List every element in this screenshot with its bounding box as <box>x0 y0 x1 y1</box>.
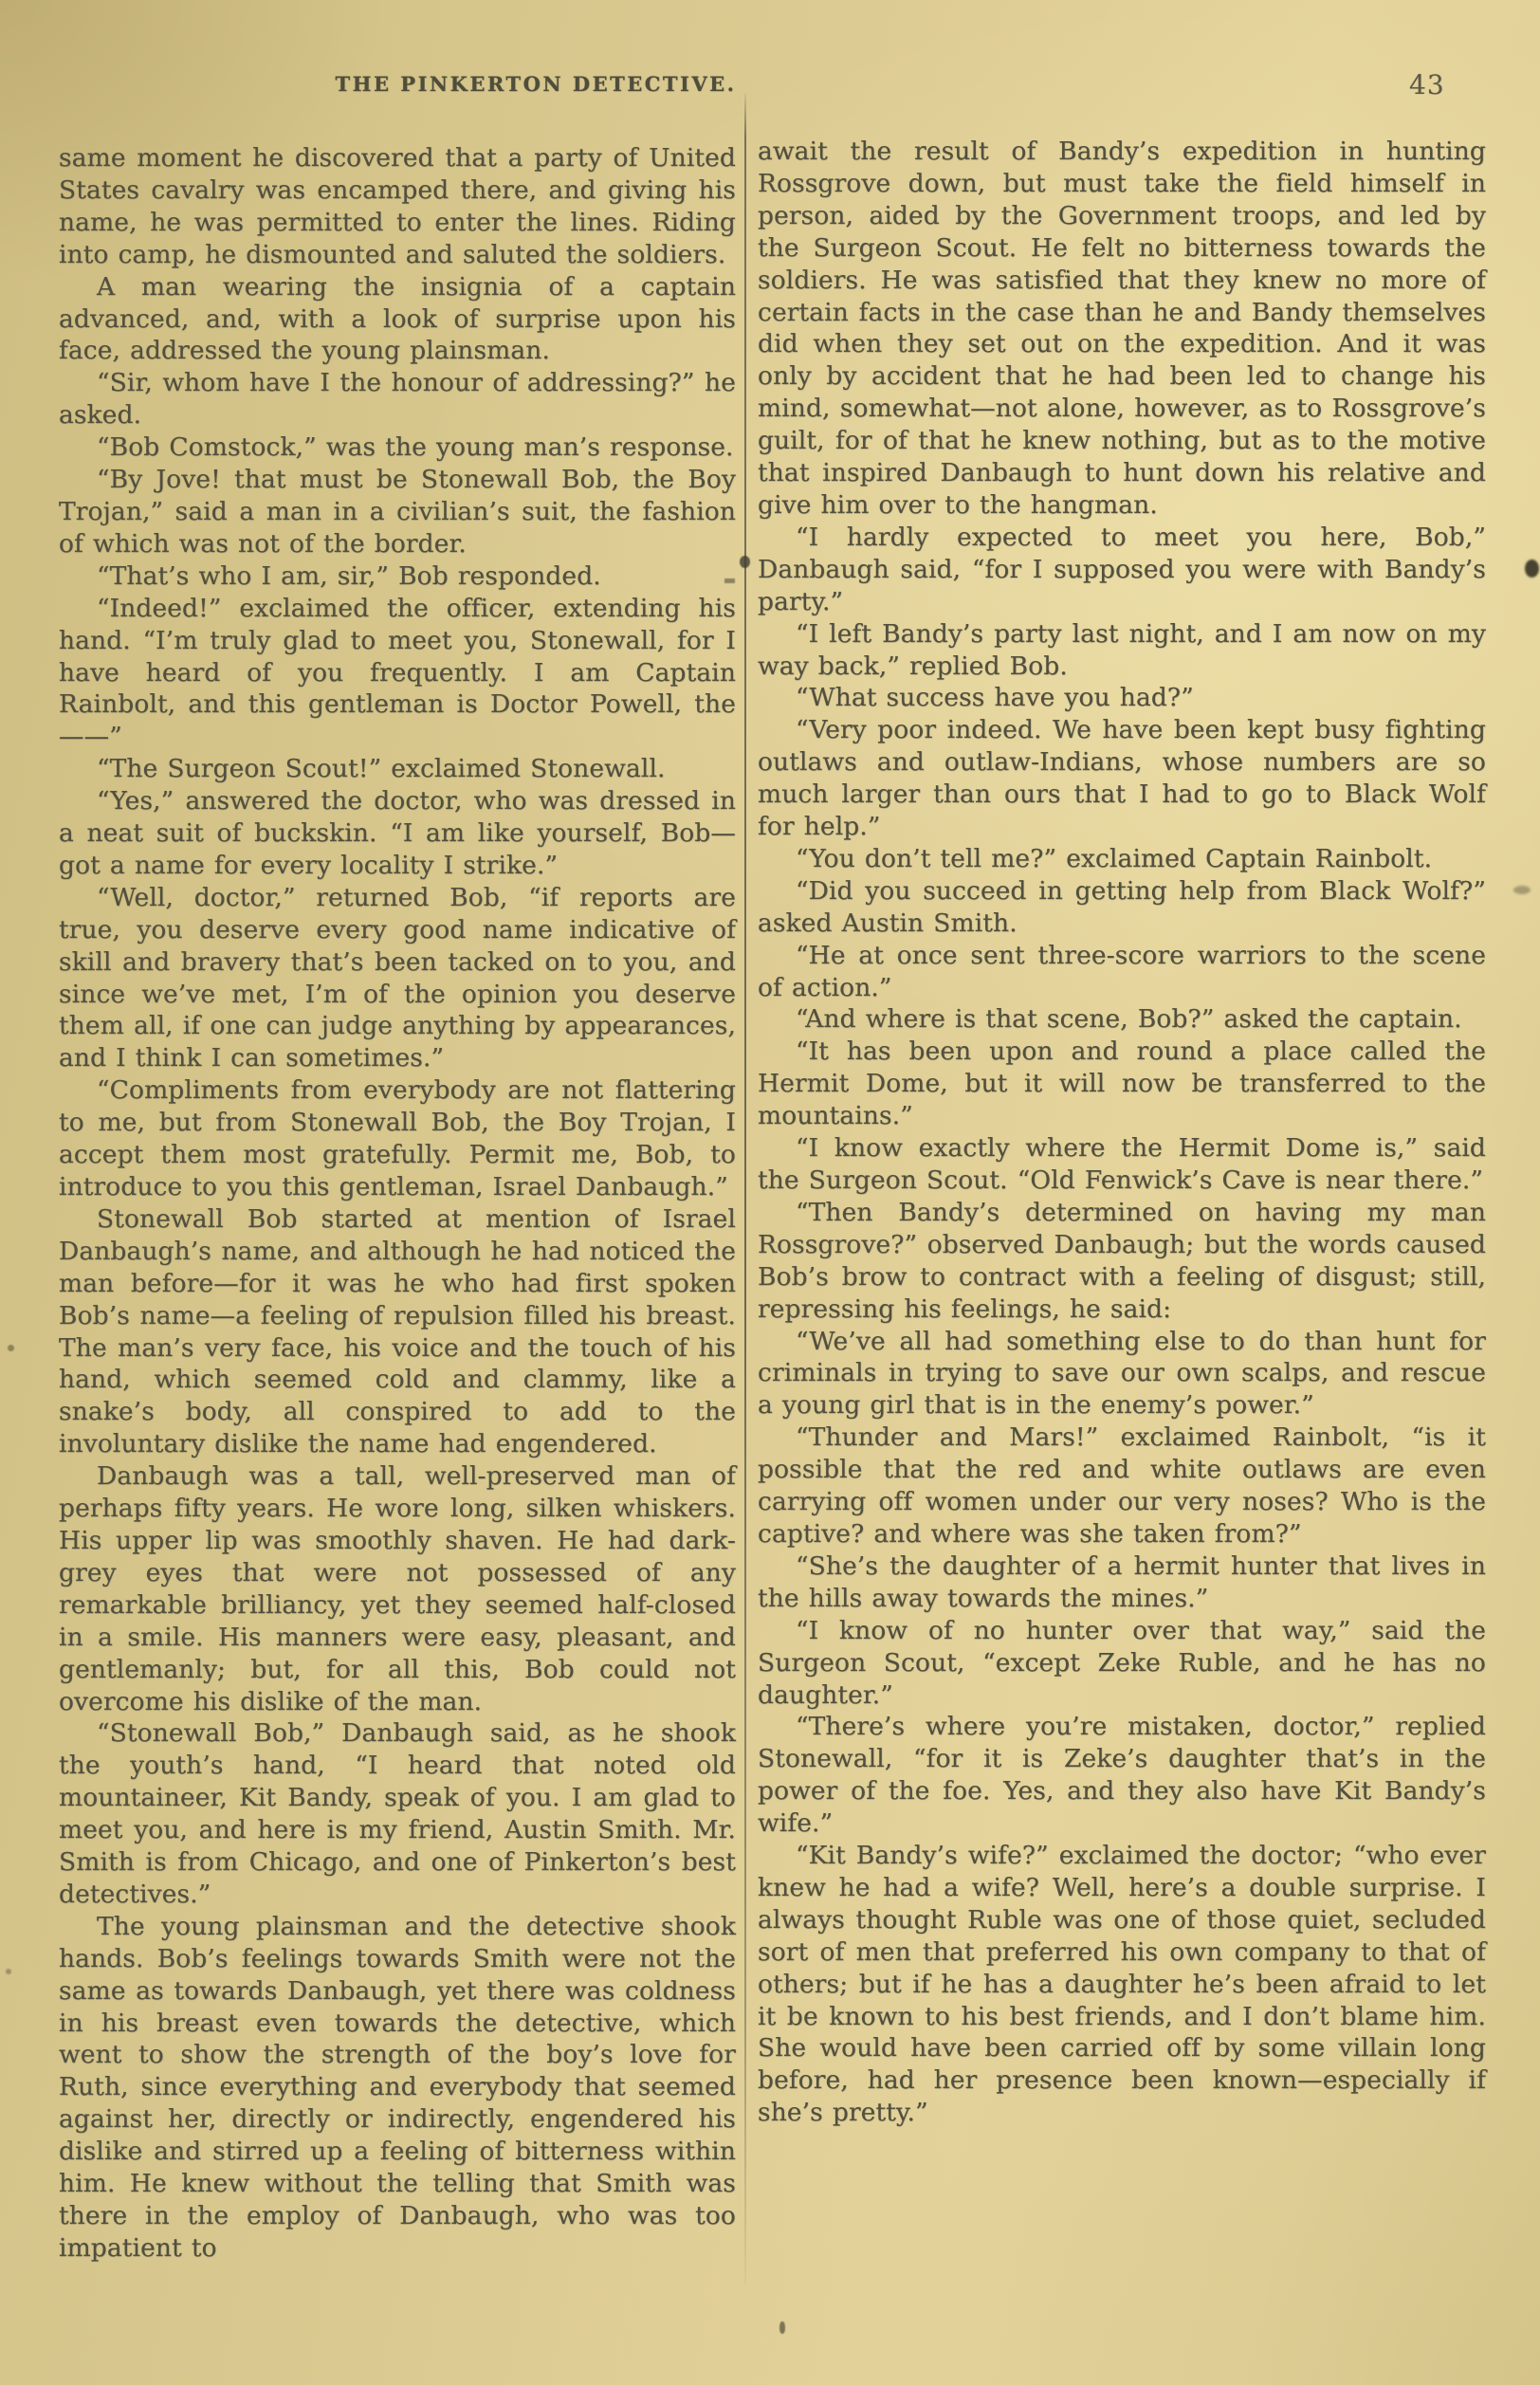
paragraph: “There’s where you’re mistaken, doctor,” replied Stonewall, “for it is Zeke’s daughter that’s in the power of the foe. Yes, and they also have Kit Bandy’s wife.” <box>758 1712 1486 1839</box>
paragraph: “What success have you had?” <box>796 683 1194 713</box>
page-number: 43 <box>1409 69 1445 101</box>
paragraph: “I know of no hunter over that way,” said the Surgeon Scout, “except Zeke Ruble, and he has no daughter.” <box>758 1615 1486 1710</box>
column-divider-rule <box>744 93 746 2284</box>
paragraph: “I hardly expected to meet you here, Bob,” Danbaugh said, “for I supposed you were with Bandy’s party.” <box>758 522 1486 616</box>
paragraph: same moment he discovered that a party of United States cavalry was encamped there, and giving his name, he was permitted to enter the lines. Riding into camp, he dismounted and saluted the soldiers. <box>59 143 736 269</box>
ink-speck <box>779 2321 785 2334</box>
paragraph: “She’s the daughter of a hermit hunter that lives in the hills away towards the mines.” <box>758 1550 1486 1613</box>
paragraph: Stonewall Bob started at mention of Israel Danbaugh’s name, and although he had noticed the man before—for it was he who had first spoken Bob’s name—a feeling of repulsion filled his breast. The man’s very face, his voice and the touch of his hand, which seemed cold and clammy, like a snake’s body, all conspired to add to the involuntary dislike the name had engendered. <box>59 1203 736 1459</box>
paragraph: Danbaugh was a tall, well-preserved man of perhaps fifty years. He wore long, silken whiskers. His upper lip was smoothly shaven. He had dark-grey eyes that were not possessed of any remarkable brilliancy, yet they seemed half-closed in a smile. His manners were easy, pleasant, and gentlemanly; but, for all this, Bob could not overcome his dislike of the man. <box>59 1461 736 1716</box>
ink-speck <box>1513 886 1531 894</box>
paragraph: “Indeed!” exclaimed the officer, extending his hand. “I’m truly glad to meet you, Stonewall, for I have heard of you frequently. I am Captain Rainbolt, and this gentleman is Doctor Powell, the——” <box>59 593 736 752</box>
paragraph: “The Surgeon Scout!” exclaimed Stonewall. <box>97 754 666 784</box>
paragraph: “You don’t tell me?” exclaimed Captain Rainbolt. <box>796 843 1433 873</box>
paragraph: “Very poor indeed. We have been kept busy fighting outlaws and outlaw-Indians, whose numbers are so much larger than ours that I had to go to Black Wolf for help.” <box>758 715 1486 842</box>
ink-speck <box>1525 560 1539 578</box>
left-column <box>59 142 736 2265</box>
ink-speck <box>8 1345 14 1351</box>
paragraph: “Compliments from everybody are not flattering to me, but from Stonewall Bob, the Boy Trojan, I accept them most gratefully. Permit me, Bob, to introduce to you this gentleman, Israel Danbaugh.” <box>59 1075 736 1202</box>
paragraph: “Bob Comstock,” was the young man’s response. <box>97 432 734 463</box>
paragraph: “I left Bandy’s party last night, and I am now on my way back,” replied Bob. <box>758 618 1486 681</box>
paragraph: “Sir, whom have I the honour of addressing?” he asked. <box>59 368 736 431</box>
paragraph: “We’ve all had something else to do than hunt for criminals in trying to save our own scalps, and rescue a young girl that is in the enemy’s power.” <box>758 1326 1486 1421</box>
right-column <box>758 136 1486 2129</box>
paragraph: “He at once sent three-score warriors to the scene of action.” <box>758 940 1486 1002</box>
paragraph: “That’s who I am, sir,” Bob responded. <box>97 560 601 591</box>
paragraph: “Yes,” answered the doctor, who was dressed in a neat suit of buckskin. “I am like yourself, Bob—got a name for every locality I strike.” <box>59 786 736 880</box>
paragraph: “I know exactly where the Hermit Dome is,” said the Surgeon Scout. “Old Fenwick’s Cave is near there.” <box>758 1133 1486 1195</box>
running-title: THE PINKERTON DETECTIVE. <box>335 72 737 96</box>
paragraph: A man wearing the insignia of a captain advanced, and, with a look of surprise upon his face, addressed the young plainsman. <box>59 271 736 366</box>
ink-speck <box>6 1969 11 1974</box>
paragraph: The young plainsman and the detective shook hands. Bob’s feelings towards Smith were not the same as towards Danbaugh, yet there was coldness in his breast even towards the detective, which went to show the strength of the boy’s love for Ruth, since everything and everybody that seemed against her, directly or indirectly, engendered his dislike and stirred up a feeling of bitterness within him. He knew without the telling that Smith was there in the employ of Danbaugh, who was too impatient to <box>59 1911 736 2263</box>
paragraph: “Then Bandy’s determined on having my man Rossgrove?” observed Danbaugh; but the words caused Bob’s brow to contract with a feeling of disgust; still, repressing his feelings, he said: <box>758 1197 1486 1324</box>
paragraph: “Did you succeed in getting help from Black Wolf?” asked Austin Smith. <box>758 875 1486 938</box>
paragraph: “Thunder and Mars!” exclaimed Rainbolt, “is it possible that the red and white outlaws are even carrying off women under our very noses? Who is the captive? and where was she taken from?” <box>758 1422 1486 1549</box>
paragraph: “By Jove! that must be Stonewall Bob, the Boy Trojan,” said a man in a civilian’s suit, the fashion of which was not of the border. <box>59 465 736 559</box>
paragraph: “Kit Bandy’s wife?” exclaimed the doctor; “who ever knew he had a wife? Well, here’s a double surprise. I always thought Ruble was one of those quiet, secluded sort of men that preferred his own company to that of others; but if he has a daughter he’s been afraid to let it be known to his best friends, and I don’t blame him. She would have been carried off by some villain long before, had her presence been known—especially if she’s pretty.” <box>758 1841 1486 2128</box>
paragraph: “It has been upon and round a place called the Hermit Dome, but it will now be transferred to the mountains.” <box>758 1037 1486 1131</box>
paragraph: “Well, doctor,” returned Bob, “if reports are true, you deserve every good name indicative of skill and bravery that’s been tacked on to you, and since we’ve met, I’m of the opinion you deserve them all, if one can judge anything by appearances, and I think I can sometimes.” <box>59 882 736 1073</box>
paragraph: “Stonewall Bob,” Danbaugh said, as he shook the youth’s hand, “I heard that noted old mountaineer, Kit Bandy, speak of you. I am glad to meet you, and here is my friend, Austin Smith. Mr. Smith is from Chicago, and one of Pinkerton’s best detectives.” <box>59 1718 736 1909</box>
paragraph: “And where is that scene, Bob?” asked the captain. <box>796 1004 1462 1035</box>
paragraph: await the result of Bandy’s expedition in hunting Rossgrove down, but must take the field himself in person, aided by the Government troops, and led by the Surgeon Scout. He felt no bitterness towards the soldiers. He was satisfied that they knew no more of certain facts in the case than he and Bandy themselves did when they set out on the expedition. And it was only by accident that he had been led to change his mind, somewhat—not alone, however, as to Rossgrove’s guilt, for of that he knew nothing, but as to the motive that inspired Danbaugh to hunt down his relative and give him over to the hangman. <box>758 137 1486 520</box>
